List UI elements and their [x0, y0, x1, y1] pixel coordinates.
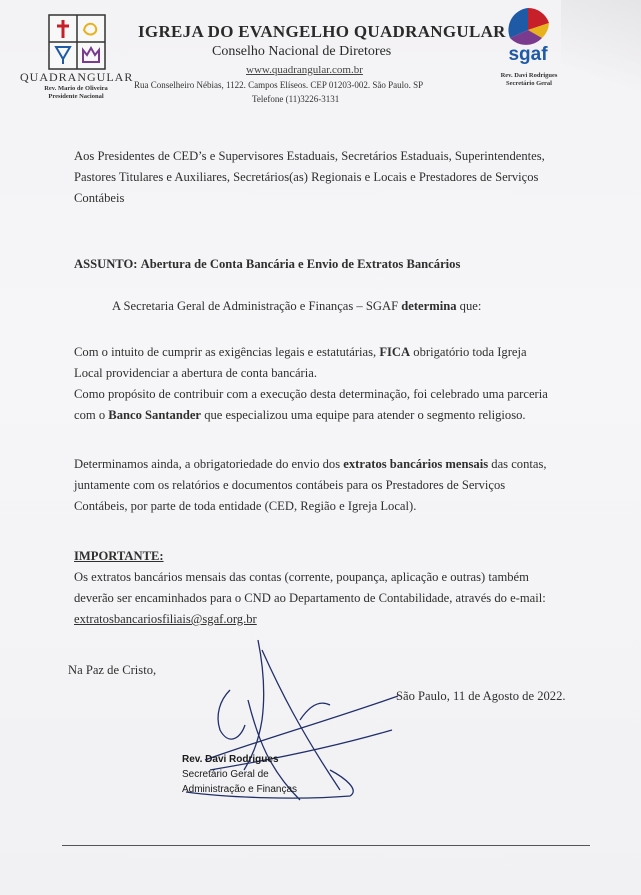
intro-text-b: que: — [459, 299, 482, 313]
paragraph-2 — [74, 454, 578, 517]
p2-bold: extratos bancários mensais — [343, 457, 489, 471]
letterhead-title: IGREJA DO EVANGELHO QUADRANGULAR — [138, 22, 506, 41]
recipients-line-1: Aos Presidentes de CED’s e Supervisores Estaduais, Secretários Estaduais, Superintendentes, — [74, 149, 545, 163]
signatory-role-1: Secretário Geral de — [182, 769, 269, 780]
org-abbrev: QUADRANGULAR — [20, 70, 134, 84]
p1-line-2: Local providenciar a abertura de conta bancária. — [74, 366, 317, 380]
important-label: IMPORTANTE: — [74, 549, 164, 563]
p2-line-1 — [74, 454, 578, 475]
subject-label: ASSUNTO: — [74, 257, 138, 271]
important-line-2: deverão ser encaminhados para o CND ao Departamento de Contabilidade, através do e-mail: — [74, 591, 546, 605]
sgaf-logo-icon — [496, 4, 560, 64]
p2-line-3: Contábeis, por parte de toda entidade (CED, Região e Igreja Local). — [74, 499, 417, 513]
paragraph-1 — [74, 342, 578, 426]
letterhead-phone: Telefone (11)3226-3131 — [252, 94, 340, 104]
letterhead-address: Rua Conselheiro Nébias, 1122. Campos Elíseos. CEP 01203-002. São Paulo. SP — [134, 80, 424, 90]
signatory-role-2: Administração e Finanças — [182, 784, 298, 795]
paper-shadow — [561, 0, 641, 130]
recipients-line-2: Pastores Titulares e Auxiliares, Secretários(as) Regionais e Locais e Prestadores de Serviços — [74, 170, 539, 184]
important-section — [74, 546, 578, 630]
p2-line-2: juntamente com os relatórios e documentos contábeis para os Prestadores de Serviços — [74, 478, 506, 492]
p1-line4-b: que especializou uma equipe para atender o segmento religioso. — [204, 408, 526, 422]
place-date: São Paulo, 11 de Agosto de 2022. — [396, 689, 566, 703]
left-person-name: Rev. Mario de Oliveira — [44, 85, 108, 92]
p2-text-a: Determinamos ainda, a obrigatoriedade do envio dos — [74, 457, 341, 471]
important-line-1: Os extratos bancários mensais das contas (corrente, poupança, aplicação e outras) também — [74, 570, 529, 584]
p1-line4-a: com o — [74, 408, 106, 422]
subject-text: Abertura de Conta Bancária e Envio de Extratos Bancários — [140, 257, 461, 271]
intro-bold: determina — [401, 299, 457, 313]
right-person-role: Secretário Geral — [506, 80, 552, 87]
p1-line-3: Como propósito de contribuir com a execução desta determinação, foi celebrado uma parceria — [74, 387, 548, 401]
p1-line4-bold: Banco Santander — [108, 408, 202, 422]
intro-text-a: A Secretaria Geral de Administração e Finanças – SGAF — [112, 299, 399, 313]
sgaf-logo-text: sgaf — [508, 44, 548, 64]
right-person-name: Rev. Davi Rodrigues — [500, 72, 558, 79]
intro-line — [112, 296, 616, 317]
signatory-name: Rev. Davi Rodrigues — [182, 754, 279, 765]
p1-text-a: Com o intuito de cumprir as exigências legais e estatutárias, — [74, 345, 377, 359]
recipients — [74, 146, 578, 209]
p1-line-1 — [74, 342, 578, 363]
closing: Na Paz de Cristo, — [68, 663, 157, 677]
recipients-line-3: Contábeis — [74, 191, 125, 205]
letterhead-subtitle: Conselho Nacional de Diretores — [212, 44, 392, 59]
p1-line-4 — [74, 405, 578, 426]
email-link[interactable]: extratosbancariosfiliais@sgaf.org.br — [74, 612, 257, 626]
footer-rule — [62, 845, 590, 846]
website-link[interactable]: www.quadrangular.com.br — [246, 64, 363, 76]
left-org-block — [20, 70, 132, 101]
p1-text-b: obrigatório toda Igreja — [413, 345, 527, 359]
quadrangular-logo-icon — [48, 14, 106, 70]
p2-text-b: das contas, — [491, 457, 547, 471]
right-person-block — [488, 72, 570, 88]
subject-line — [74, 254, 578, 275]
p1-bold: FICA — [379, 345, 411, 359]
left-person-role: Presidente Nacional — [48, 93, 104, 100]
signature-block — [182, 752, 297, 797]
